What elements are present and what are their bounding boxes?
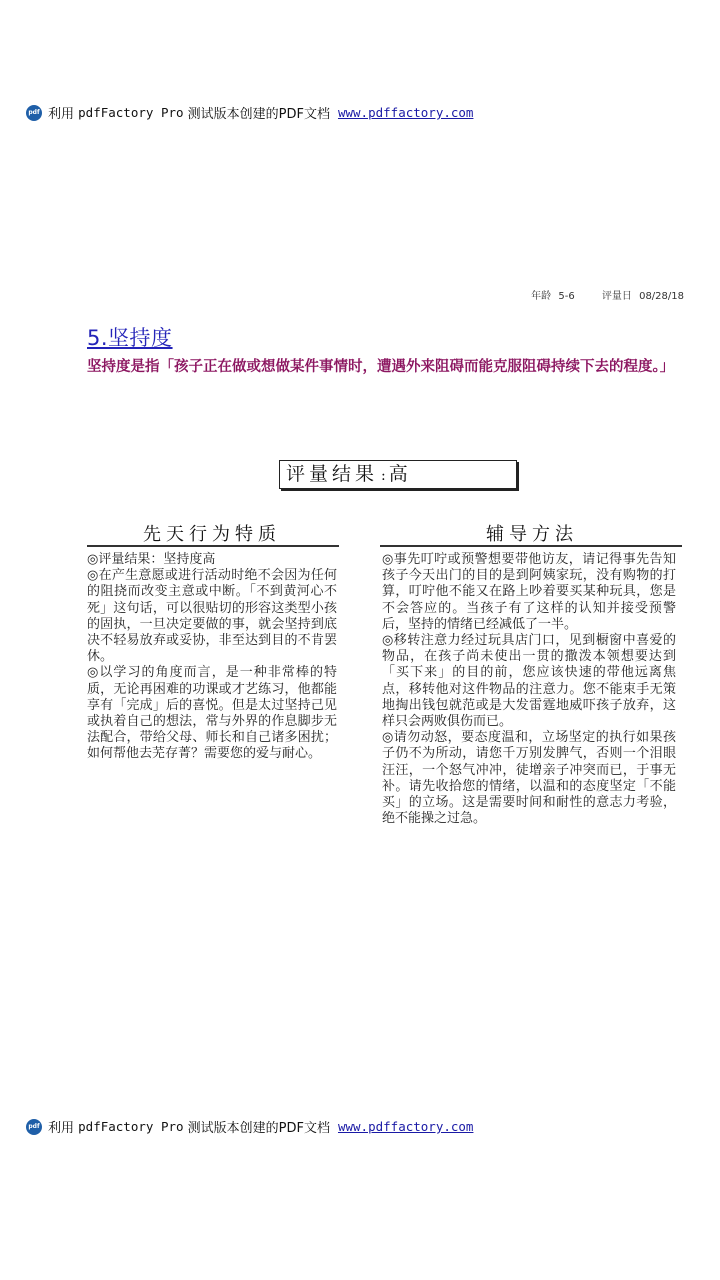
right-paragraph: ◎移转注意力经过玩具店门口，见到橱窗中喜爱的物品，在孩子尚未使出一贯的撒泼本领想要达到「买下来」的目的前，您应该快速的带他远离焦点，移转他对这件物品的注意力。您不能束手无策地掏出钱包就范或是大发雷霆地威吓孩子放弃，这样只会两败俱伤而已。: [382, 633, 676, 730]
assessment-meta: [527, 287, 684, 302]
right-heading-rule: [380, 545, 682, 547]
date-value: 08/28/18: [639, 291, 684, 302]
left-paragraph: ◎评量结果：坚持度高: [87, 552, 216, 567]
pdffactory-logo-icon: pdf: [26, 105, 42, 121]
pdffactory-logo-icon: pdf: [26, 1119, 42, 1135]
banner-prefix: 利用: [48, 107, 75, 122]
left-paragraph: ◎以学习的角度而言，是一种非常棒的特质，无论再困难的功课或才艺练习，他都能享有「完成」后的喜悦。但是太过坚持己见或执着自己的想法，常与外界的作息脚步无法配合，带给父母、师长和自己诸多困扰；如何帮他去芜存菁？需要您的爱与耐心。: [87, 665, 337, 762]
banner-product: pdfFactory Pro: [78, 1119, 184, 1134]
pdffactory-banner-bottom: [26, 1117, 473, 1136]
age-label: 年龄: [531, 291, 552, 302]
banner-suffix: 测试版本创建的PDF文档: [187, 1121, 330, 1136]
right-column-text: [382, 552, 676, 827]
banner-link[interactable]: www.pdffactory.com: [337, 1119, 474, 1134]
right-column-heading: 辅导方法: [486, 524, 578, 545]
section-description: 坚持度是指「孩子正在做或想做某件事情时，遭遇外来阻碍而能克服阻碍持续下去的程度。」: [87, 359, 675, 375]
banner-suffix: 测试版本创建的PDF文档: [187, 107, 330, 122]
banner-prefix: 利用: [48, 1121, 75, 1136]
right-paragraph: ◎请勿动怒，要态度温和，立场坚定的执行如果孩子仍不为所动，请您千万别发脾气，否则一个泪眼汪汪，一个怒气冲冲，徒增亲子冲突而已，于事无补。请先收拾您的情绪，以温和的态度坚定「不能买」的立场。这是需要时间和耐性的意志力考验，绝不能操之过急。: [382, 730, 676, 827]
left-column-text: [87, 552, 337, 763]
result-box: [279, 460, 517, 489]
age-value: 5-6: [558, 291, 575, 302]
date-label: 评量日: [601, 291, 632, 302]
result-value: 高: [388, 463, 408, 485]
result-separator: :: [381, 468, 386, 484]
result-label: 评量结果: [286, 463, 379, 485]
left-heading-rule: [87, 545, 339, 547]
banner-product: pdfFactory Pro: [78, 105, 184, 120]
left-paragraph: ◎在产生意愿或进行活动时绝不会因为任何的阻挠而改变主意或中断。「不到黄河心不死」这句话，可以很贴切的形容这类型小孩的固执，一旦决定要做的事，就会坚持到底决不轻易放弃或妥协，非至达到目的不肯罢休。: [87, 568, 337, 665]
section-title: 5.坚持度: [87, 326, 173, 350]
banner-link[interactable]: www.pdffactory.com: [337, 105, 474, 120]
right-paragraph: ◎事先叮咛或预警想要带他访友，请记得事先告知孩子今天出门的目的是到阿姨家玩，没有购物的打算，叮咛他不能又在路上吵着要买某种玩具，您是不会答应的。当孩子有了这样的认知并接受预警后，坚持的情绪已经减低了一半。: [382, 552, 676, 632]
pdffactory-banner-top: [26, 103, 473, 122]
left-column-heading: 先天行为特质: [143, 524, 281, 545]
